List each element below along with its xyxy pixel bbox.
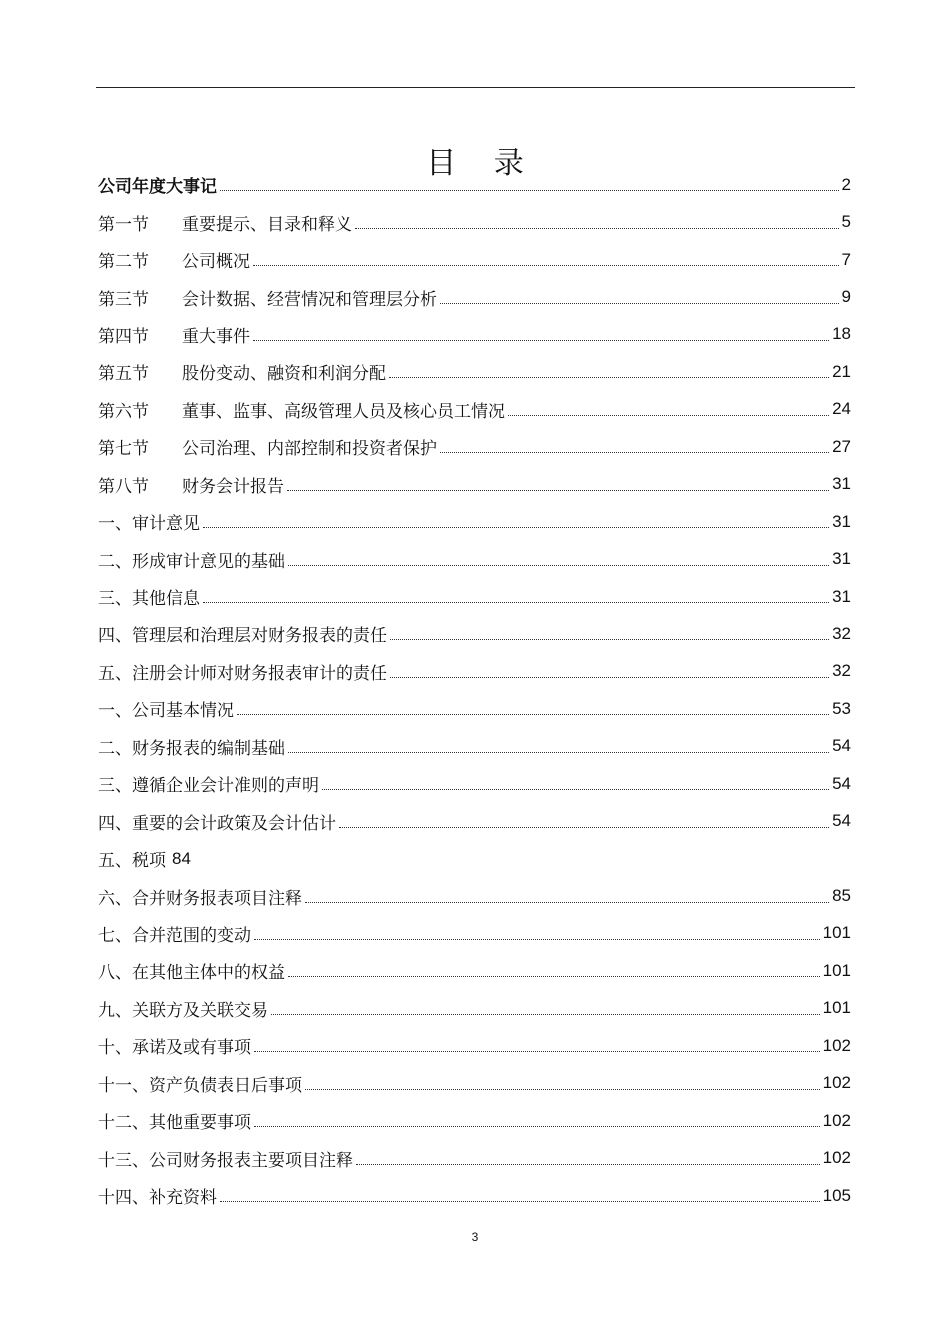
toc-entry[interactable] bbox=[98, 615, 851, 652]
toc-entry-label: 十三、公司财务报表主要项目注释 bbox=[98, 1150, 353, 1171]
toc-entry-label: 五、税项 bbox=[98, 851, 166, 872]
toc-entry[interactable] bbox=[98, 765, 851, 802]
toc-entry-label: 三、遵循企业会计准则的声明 bbox=[98, 776, 319, 797]
toc-entry[interactable] bbox=[98, 391, 851, 428]
toc-section-number: 第六节 bbox=[98, 401, 149, 422]
toc-dot-leader bbox=[253, 340, 829, 341]
toc-dot-leader bbox=[203, 527, 829, 528]
toc-entry-label: 五、注册会计师对财务报表审计的责任 bbox=[98, 663, 387, 684]
toc-page-number: 32 bbox=[832, 661, 851, 681]
toc-entry[interactable] bbox=[98, 241, 851, 278]
toc-dot-leader bbox=[203, 602, 829, 603]
toc-entry[interactable] bbox=[98, 166, 851, 203]
toc-entry[interactable] bbox=[98, 990, 851, 1027]
toc-section-number: 第二节 bbox=[98, 252, 149, 273]
toc-page-number: 31 bbox=[832, 474, 851, 494]
toc-page-number: 24 bbox=[832, 399, 851, 419]
toc-page-number: 102 bbox=[822, 1110, 851, 1130]
toc-dot-leader bbox=[288, 752, 829, 753]
toc-entry[interactable] bbox=[98, 1027, 851, 1064]
toc-entry[interactable] bbox=[98, 428, 851, 465]
toc-page-number: 31 bbox=[832, 586, 851, 606]
toc-entry[interactable] bbox=[98, 316, 851, 353]
toc-page-number: 54 bbox=[832, 736, 851, 756]
toc-entry-label: 公司年度大事记 bbox=[98, 177, 217, 198]
toc-entry-label: 一、公司基本情况 bbox=[98, 701, 234, 722]
toc-dot-leader bbox=[390, 639, 829, 640]
toc-page-number: 101 bbox=[822, 960, 851, 980]
toc-entry[interactable] bbox=[98, 203, 851, 240]
toc-dot-leader bbox=[220, 1201, 820, 1202]
toc-section-number: 第七节 bbox=[98, 439, 149, 460]
toc-dot-leader bbox=[322, 789, 829, 790]
toc-entry[interactable] bbox=[98, 278, 851, 315]
toc-section-number: 第一节 bbox=[98, 214, 149, 235]
toc-entry[interactable] bbox=[98, 1065, 851, 1102]
toc-entry-label: 八、在其他主体中的权益 bbox=[98, 963, 285, 984]
toc-entry[interactable] bbox=[98, 466, 851, 503]
toc-page-number: 102 bbox=[822, 1035, 851, 1055]
toc-entry-label: 三、其他信息 bbox=[98, 589, 200, 610]
toc-entry-label: 公司治理、内部控制和投资者保护 bbox=[182, 439, 437, 460]
toc-page-number: 32 bbox=[832, 623, 851, 643]
toc-entry-label: 十二、其他重要事项 bbox=[98, 1113, 251, 1134]
toc-page-number: 102 bbox=[822, 1073, 851, 1093]
toc-dot-leader bbox=[271, 1014, 820, 1015]
toc-dot-leader bbox=[508, 415, 829, 416]
toc-page-number: 101 bbox=[822, 923, 851, 943]
page-title: 目 录 bbox=[426, 146, 538, 182]
toc-dot-leader bbox=[390, 677, 829, 678]
toc-page-number: 5 bbox=[841, 212, 851, 232]
toc-entry-label: 四、重要的会计政策及会计估计 bbox=[98, 813, 336, 834]
toc-entry-label: 一、审计意见 bbox=[98, 514, 200, 535]
toc-entry-label: 公司概况 bbox=[182, 252, 250, 273]
toc-section-number: 第三节 bbox=[98, 289, 149, 310]
toc-dot-leader bbox=[355, 228, 839, 229]
toc-dot-leader bbox=[254, 1051, 820, 1052]
toc-entry[interactable] bbox=[98, 840, 851, 877]
toc-entry-label: 十、承诺及或有事项 bbox=[98, 1038, 251, 1059]
toc-entry-label: 重大事件 bbox=[182, 326, 250, 347]
toc-entry[interactable] bbox=[98, 915, 851, 952]
toc-entry[interactable] bbox=[98, 540, 851, 577]
toc-entry-label: 重要提示、目录和释义 bbox=[182, 214, 352, 235]
toc-entry[interactable] bbox=[98, 578, 851, 615]
toc-section-number: 第四节 bbox=[98, 326, 149, 347]
toc-entry-label: 股份变动、融资和利润分配 bbox=[182, 364, 386, 385]
toc-entry[interactable] bbox=[98, 353, 851, 390]
toc-page-number: 102 bbox=[822, 1148, 851, 1168]
toc-dot-leader bbox=[220, 190, 839, 191]
toc-entry-label: 九、关联方及关联交易 bbox=[98, 1000, 268, 1021]
toc-page-number: 101 bbox=[822, 998, 851, 1018]
toc-page-number: 27 bbox=[832, 436, 851, 456]
toc-dot-leader bbox=[305, 1089, 820, 1090]
toc-entry-label: 会计数据、经营情况和管理层分析 bbox=[182, 289, 437, 310]
toc-dot-leader bbox=[287, 490, 829, 491]
toc-dot-leader bbox=[254, 939, 820, 940]
toc-page-number: 84 bbox=[172, 848, 191, 868]
toc-entry[interactable] bbox=[98, 1139, 851, 1176]
toc-entry[interactable] bbox=[98, 653, 851, 690]
toc-entry[interactable] bbox=[98, 1177, 851, 1214]
toc-page-number: 53 bbox=[832, 698, 851, 718]
toc-entry[interactable] bbox=[98, 802, 851, 839]
toc-entry[interactable] bbox=[98, 1102, 851, 1139]
page-number: 3 bbox=[471, 1230, 479, 1244]
header-rule bbox=[96, 87, 855, 88]
toc-entry-label: 七、合并范围的变动 bbox=[98, 925, 251, 946]
toc-entry-label: 二、形成审计意见的基础 bbox=[98, 551, 285, 572]
toc-page-number: 31 bbox=[832, 549, 851, 569]
toc-dot-leader bbox=[389, 377, 829, 378]
toc-entry[interactable] bbox=[98, 503, 851, 540]
toc-entry-label: 六、合并财务报表项目注释 bbox=[98, 888, 302, 909]
toc-dot-leader bbox=[339, 827, 829, 828]
toc-dot-leader bbox=[288, 976, 820, 977]
toc-page-number: 31 bbox=[832, 511, 851, 531]
toc-dot-leader bbox=[356, 1164, 820, 1165]
toc-page-number: 85 bbox=[832, 886, 851, 906]
toc-dot-leader bbox=[237, 714, 829, 715]
toc-page-number: 2 bbox=[841, 174, 851, 194]
toc-entry[interactable] bbox=[98, 877, 851, 914]
table-of-contents bbox=[98, 166, 851, 1214]
toc-entry[interactable] bbox=[98, 728, 851, 765]
toc-section-number: 第八节 bbox=[98, 476, 149, 497]
toc-entry-label: 财务会计报告 bbox=[182, 476, 284, 497]
toc-page-number: 7 bbox=[841, 249, 851, 269]
toc-dot-leader bbox=[253, 265, 839, 266]
toc-page-number: 21 bbox=[832, 361, 851, 381]
toc-entry-label: 二、财务报表的编制基础 bbox=[98, 738, 285, 759]
toc-dot-leader bbox=[440, 303, 839, 304]
toc-dot-leader bbox=[440, 452, 829, 453]
toc-section-number: 第五节 bbox=[98, 364, 149, 385]
toc-page-number: 54 bbox=[832, 811, 851, 831]
toc-dot-leader bbox=[288, 565, 829, 566]
toc-page-number: 9 bbox=[841, 287, 851, 307]
toc-dot-leader bbox=[254, 1126, 820, 1127]
toc-page-number: 105 bbox=[822, 1185, 851, 1205]
toc-page-number: 18 bbox=[832, 324, 851, 344]
toc-entry-label: 十一、资产负债表日后事项 bbox=[98, 1075, 302, 1096]
toc-entry-label: 董事、监事、高级管理人员及核心员工情况 bbox=[182, 401, 505, 422]
toc-dot-leader bbox=[305, 902, 829, 903]
toc-page-number: 54 bbox=[832, 773, 851, 793]
toc-entry[interactable] bbox=[98, 690, 851, 727]
toc-entry[interactable] bbox=[98, 952, 851, 989]
toc-entry-label: 四、管理层和治理层对财务报表的责任 bbox=[98, 626, 387, 647]
toc-entry-label: 十四、补充资料 bbox=[98, 1188, 217, 1209]
